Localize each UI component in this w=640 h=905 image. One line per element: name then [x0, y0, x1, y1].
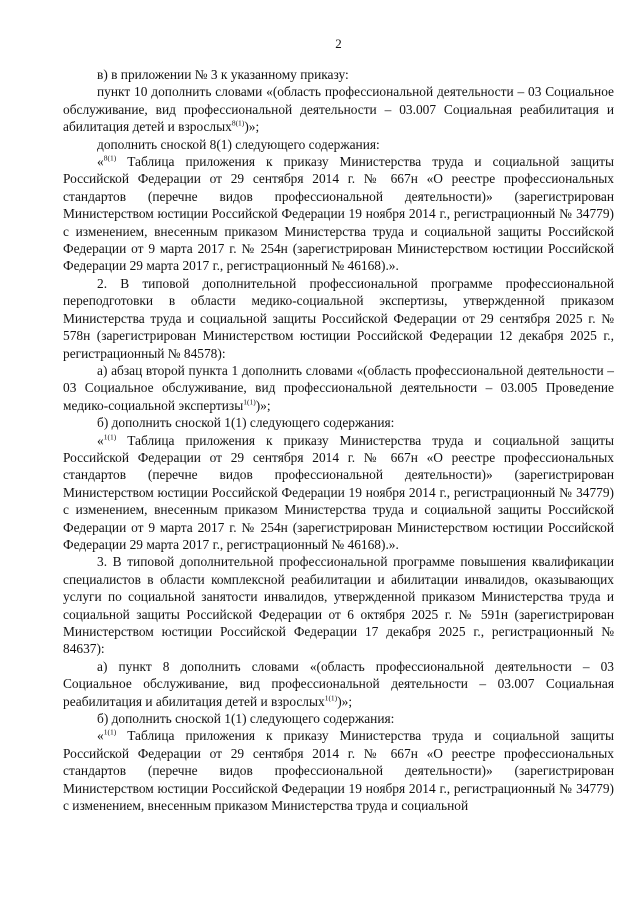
- paragraph-point-10-amendment: [63, 83, 614, 135]
- paragraph-text-tail: )»;: [255, 397, 271, 413]
- paragraph-item-2b: [63, 414, 614, 431]
- paragraph-text: Таблица приложения к приказу Министерства труда и социальной защиты Российской Федерации от 29 сентября 2014 г. № 667н «О реестре профессиональных стандартов (перечне видов профессиональной деятельности)» (зарегистрирован Министерством юстиции Российской Федерации 19 ноября 2014 г., регистрационный № 34779) с изменением, внесенным приказом Министерства труда и социальной: [63, 728, 614, 814]
- footnote-marker: 8(1): [103, 153, 117, 163]
- footnote-marker: 1(1): [324, 693, 338, 703]
- paragraph-text: в) в приложении № 3 к указанному приказу:: [97, 67, 349, 82]
- paragraph-footnote-8-1-content: [63, 153, 614, 275]
- paragraph-item-3a: [63, 658, 614, 710]
- paragraph-item-3b: [63, 710, 614, 727]
- quote-open: «: [97, 154, 104, 170]
- paragraph-text: 2. В типовой дополнительной профессиональной программе профессиональной переподготовки в области медико-социальной экспертизы, утвержденной приказом Министерства труда и социальной защиты Российской Федерации от 29 сентября 2025 г. № 578н (зарегистрирован Министерством юстиции Российской Федерации 12 декабря 2025 г., регистрационный № 84578):: [63, 275, 614, 361]
- paragraph-text: 3. В типовой дополнительной профессиональной программе повышения квалификации специалистов в области комплексной реабилитации и абилитации инвалидов, оказывающих услуги по социальной занятости инвалидов, утвержденной приказом Министерства труда и социальной защиты Российской Федерации от 6 октября 2025 г. № 591н (зарегистрирован Министерством юстиции Российской Федерации 17 декабря 2025 г., регистрационный № 84637):: [63, 554, 614, 657]
- paragraph-text: Таблица приложения к приказу Министерства труда и социальной защиты Российской Федерации от 29 сентября 2014 г. № 667н «О реестре профессиональных стандартов (перечне видов профессиональной деятельности)» (зарегистрирован Министерством юстиции Российской Федерации 19 ноября 2014 г., регистрационный № 34779) с изменением, внесенным приказом Министерства труда и социальной защиты Российской Федерации от 9 марта 2017 г. № 254н (зарегистрирован Министерством юстиции Российской Федерации 29 марта 2017 г., регистрационный № 46168).».: [63, 432, 614, 552]
- footnote-marker: 1(1): [103, 727, 117, 737]
- footnote-marker: 1(1): [243, 397, 256, 407]
- footnote-marker: 8(1): [231, 118, 245, 128]
- paragraph-annex-3: [63, 66, 614, 83]
- paragraph-text: Таблица приложения к приказу Министерства труда и социальной защиты Российской Федерации от 29 сентября 2014 г. № 667н «О реестре профессиональных стандартов (перечне видов профессиональной деятельности)» (зарегистрирован Министерством юстиции Российской Федерации 19 ноября 2014 г., регистрационный № 34779) с изменением, внесенным приказом Министерства труда и социальной защиты Российской Федерации от 9 марта 2017 г. № 254н (зарегистрирован Министерством юстиции Российской Федерации 29 марта 2017 г., регистрационный № 46168).».: [63, 154, 614, 274]
- page-number: 2: [335, 36, 342, 51]
- paragraph-text-tail: )»;: [244, 119, 260, 135]
- quote-open: «: [97, 728, 104, 744]
- quote-open: «: [97, 432, 104, 448]
- paragraph-text: а) абзац второй пункта 1 дополнить словами «(область профессиональной деятельности – 03 Социальное обслуживание, вид профессиональной деятельности – 03.005 Проведение медико-социальной экспертизы: [63, 362, 614, 413]
- paragraph-add-footnote: [63, 136, 614, 153]
- paragraph-item-3: [63, 553, 614, 657]
- footnote-marker: 1(1): [103, 432, 117, 442]
- paragraph-text: пункт 10 дополнить словами «(область профессиональной деятельности – 03 Социальное обслуживание, вид профессиональной деятельности – 03.007 Социальная реабилитация и абилитация детей и взрослых: [63, 84, 614, 135]
- paragraph-footnote-1-1-content: [63, 432, 614, 554]
- paragraph-text: дополнить сноской 8(1) следующего содержания:: [97, 136, 380, 152]
- paragraph-item-2: [63, 275, 614, 362]
- paragraph-item-2a: [63, 362, 614, 414]
- paragraph-footnote-1-1-content-2: [63, 727, 614, 814]
- paragraph-text: а) пункт 8 дополнить словами «(область профессиональной деятельности – 03 Социальное обслуживание, вид профессиональной деятельности – 03.007 Социальная реабилитация и абилитация детей и взрослых: [63, 658, 614, 709]
- paragraph-text: б) дополнить сноской 1(1) следующего содержания:: [97, 415, 395, 431]
- paragraph-text: б) дополнить сноской 1(1) следующего содержания:: [97, 711, 395, 727]
- paragraph-text-tail: )»;: [337, 693, 353, 709]
